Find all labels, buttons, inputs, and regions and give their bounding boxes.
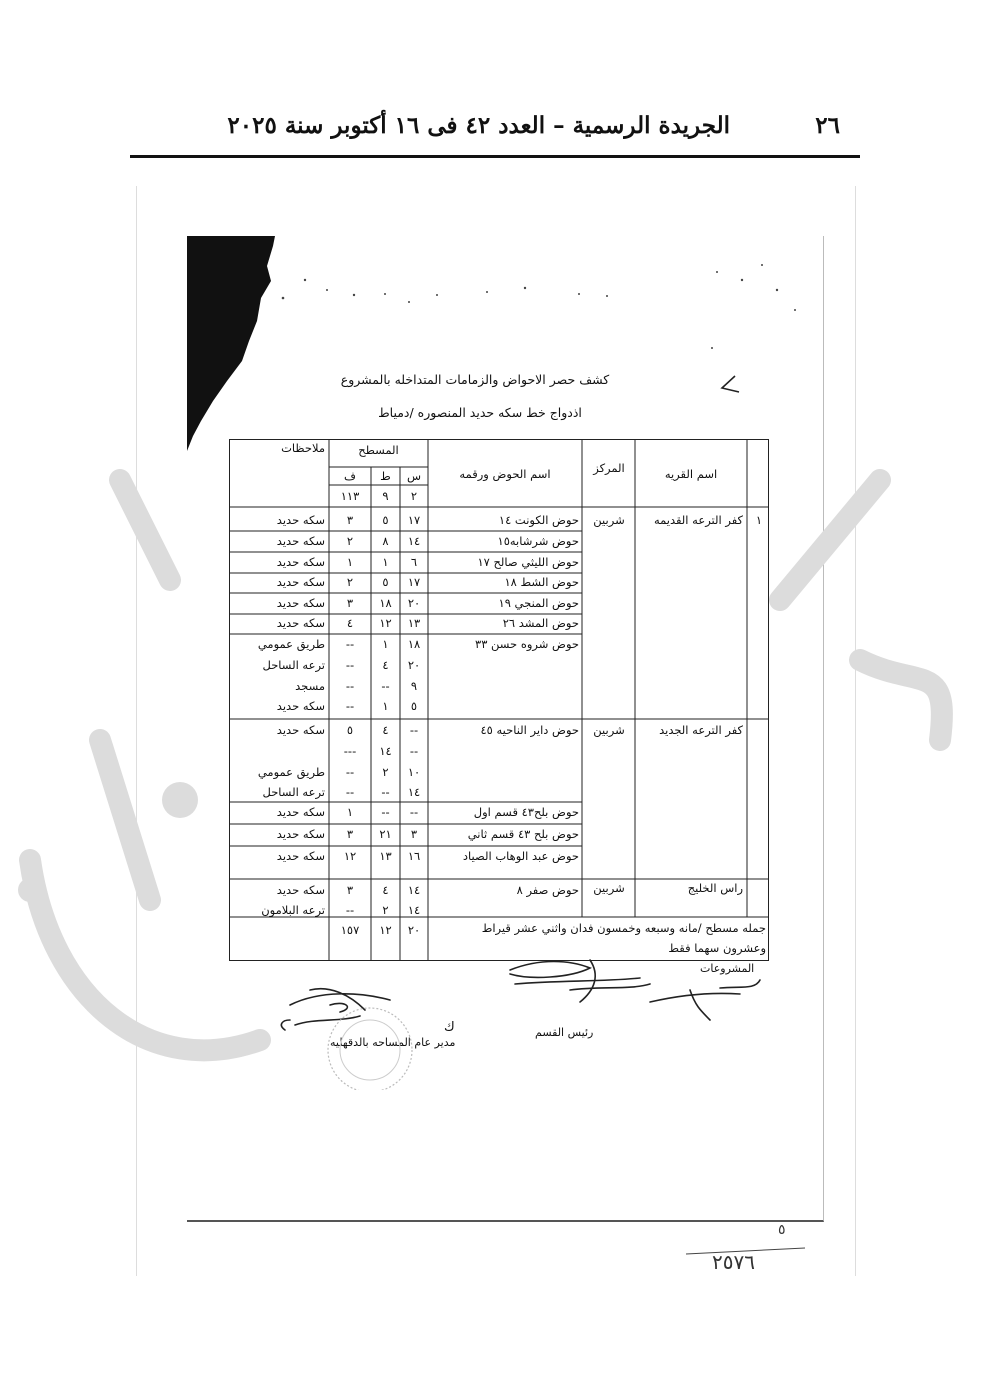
area-f: ٥ — [346, 723, 354, 737]
area-s: ١٨ — [407, 637, 421, 651]
area-f: ١ — [346, 805, 354, 819]
area-s: ١٤ — [407, 534, 421, 548]
header-value-s: ٢ — [410, 489, 418, 503]
area-f: ٣ — [346, 596, 354, 610]
area-t: ٤ — [382, 723, 389, 737]
col-village-header: اسم القريه — [664, 467, 718, 481]
center-name: شربين — [593, 881, 625, 895]
area-s: ١٣ — [407, 616, 421, 630]
header-rule — [130, 155, 860, 158]
row-note: سكه حديد — [276, 555, 325, 569]
area-s: ١٧ — [407, 513, 421, 527]
gazette-header-title: الجريدة الرسمية – العدد ٤٢ فى ١٦ أكتوبر سنة ٢٠٢٥ — [227, 112, 730, 139]
area-s: ١٠ — [407, 765, 421, 779]
row-note: سكه حديد — [276, 805, 325, 819]
col-area-header: المسطح — [358, 443, 399, 457]
basin-name: حوض داير الناحيه ٤٥ — [480, 723, 579, 737]
footer-mark-bottom: ٢٥٧٦ — [712, 1250, 755, 1274]
row-note: سكه حديد — [276, 575, 325, 589]
basin-name: حوض صفر ٨ — [516, 883, 579, 897]
area-t: ١٨ — [379, 596, 392, 610]
area-f: -- — [345, 765, 355, 779]
area-f: ٤ — [346, 616, 354, 630]
center-name: شربين — [593, 723, 625, 737]
row-note: سكه حديد — [276, 513, 325, 527]
total-text-line2: وعشرون سهما فقط — [668, 941, 766, 955]
area-s: -- — [409, 744, 419, 758]
area-f: --- — [343, 744, 357, 758]
area-f: -- — [345, 903, 355, 917]
area-f: ٢ — [346, 575, 354, 589]
row-note: سكه حديد — [276, 699, 325, 713]
col-notes-header: ملاحظات — [281, 441, 325, 455]
row-note: سكه حديد — [276, 827, 325, 841]
basin-name: حوض المنجي ١٩ — [498, 596, 579, 610]
area-f: ١٢ — [343, 849, 357, 863]
section-head-label: رئيس القسم — [535, 1026, 594, 1039]
area-s: ٥ — [410, 699, 418, 713]
col-f-header: ف — [344, 469, 356, 483]
area-s: ٢٠ — [407, 596, 421, 610]
area-s: ١٦ — [407, 849, 421, 863]
row-note: سكه حديد — [276, 534, 325, 548]
area-t: ٥ — [382, 513, 389, 527]
area-t: -- — [381, 805, 390, 819]
scan-dark-corner — [187, 236, 275, 456]
area-t: ١ — [382, 637, 389, 651]
center-name: شربين — [593, 513, 625, 527]
basin-name: حوض الكونت ١٤ — [498, 513, 579, 527]
row-note: ترعه الساحل — [262, 785, 325, 799]
total-text — [430, 918, 766, 958]
area-t: ٨ — [382, 534, 389, 548]
col-center-header: المركز — [593, 461, 625, 475]
area-s: ١٤ — [407, 883, 421, 897]
area-s: ١٤ — [407, 785, 421, 799]
area-f: ٣ — [346, 513, 354, 527]
total-text-line1: جمله مسطح /مانه وسبعه وخمسون فدان واثني عشر قيراط — [481, 921, 766, 935]
basin-name: حوض عبد الوهاب الصياد — [462, 849, 579, 863]
row-note: ترعه الساحل — [262, 658, 325, 672]
basin-name: حوض المشد ٢٦ — [502, 616, 579, 630]
total-s: ٢٠ — [407, 923, 421, 937]
village-name: راس الخليج — [687, 881, 743, 895]
area-s: ١٧ — [407, 575, 421, 589]
document-subtitle: اذدواج خط سكه حديد المنصوره /دمياط — [378, 405, 582, 420]
area-t: -- — [381, 679, 390, 693]
basin-name: حوض بلح ٤٣ قسم ثاني — [467, 827, 579, 841]
row-note: مسجد — [295, 679, 325, 693]
row-note: سكه حديد — [276, 723, 325, 737]
area-t: ٢ — [382, 903, 389, 917]
area-s: ٦ — [410, 555, 418, 569]
area-s: ١٤ — [407, 903, 421, 917]
footer-mark-top: ٥ — [778, 1222, 786, 1238]
area-f: ٢ — [346, 534, 354, 548]
area-t: ٥ — [382, 575, 389, 589]
row-note: ترعه البلامون — [261, 903, 325, 917]
basin-name: حوض شروه حسن ٣٣ — [475, 637, 579, 651]
header-value-t: ٩ — [382, 489, 389, 503]
basin-name: حوض بلح٤٣ قسم اول — [473, 805, 579, 819]
village-name: كفر الترعه القديمه — [653, 513, 743, 527]
row-note: طريق عمومي — [257, 765, 325, 779]
total-f: ١٥٧ — [340, 923, 360, 937]
area-t: ١ — [382, 555, 389, 569]
area-t: ١ — [382, 699, 389, 713]
area-f: -- — [345, 785, 355, 799]
village-name: كفر الترعه الجديد — [659, 723, 743, 737]
col-s-header: س — [406, 469, 422, 483]
area-f: ٣ — [346, 883, 354, 897]
row-note: سكه حديد — [276, 616, 325, 630]
row-note: طريق عمومي — [257, 637, 325, 651]
col-basin-header: اسم الحوض ورقمه — [459, 467, 551, 481]
area-f: -- — [345, 679, 355, 693]
basin-name: حوض الشط ١٨ — [504, 575, 579, 589]
area-f: ٣ — [346, 827, 354, 841]
area-t: ١٢ — [379, 616, 392, 630]
group-number: ١ — [755, 513, 763, 527]
area-f: -- — [345, 699, 355, 713]
header-value-f: ١١٣ — [340, 489, 360, 503]
area-s: ٩ — [410, 679, 418, 693]
document-title: كشف حصر الاحواض والزمامات المتداخله بالمشروع — [340, 372, 610, 387]
area-s: ٣ — [410, 827, 418, 841]
basins-table — [229, 439, 769, 961]
area-t: -- — [381, 785, 390, 799]
area-s: -- — [409, 723, 419, 737]
area-t: ٢١ — [379, 827, 392, 841]
signature-mark: ك — [444, 1020, 455, 1035]
area-f: ١ — [346, 555, 354, 569]
area-f: -- — [345, 637, 355, 651]
row-note: سكه حديد — [276, 596, 325, 610]
area-t: ٢ — [382, 765, 389, 779]
director-label: مدير عام المساحه بالدقهليه — [330, 1036, 456, 1049]
area-t: ٤ — [382, 658, 389, 672]
projects-label: المشروعات — [700, 962, 755, 975]
area-t: ١٤ — [379, 744, 392, 758]
total-t: ١٢ — [379, 923, 392, 937]
col-t-header: ط — [380, 469, 391, 483]
row-note: سكه حديد — [276, 849, 325, 863]
area-s: ٢٠ — [407, 658, 421, 672]
basin-name: حوض الليثي صالح ١٧ — [477, 555, 579, 569]
area-f: -- — [345, 658, 355, 672]
row-note: سكه حديد — [276, 883, 325, 897]
page-number: ٢٦ — [815, 112, 840, 139]
area-t: ٤ — [382, 883, 389, 897]
area-t: ١٣ — [379, 849, 392, 863]
area-s: -- — [409, 805, 419, 819]
basin-name: حوض شرشابه١٥ — [497, 534, 579, 548]
